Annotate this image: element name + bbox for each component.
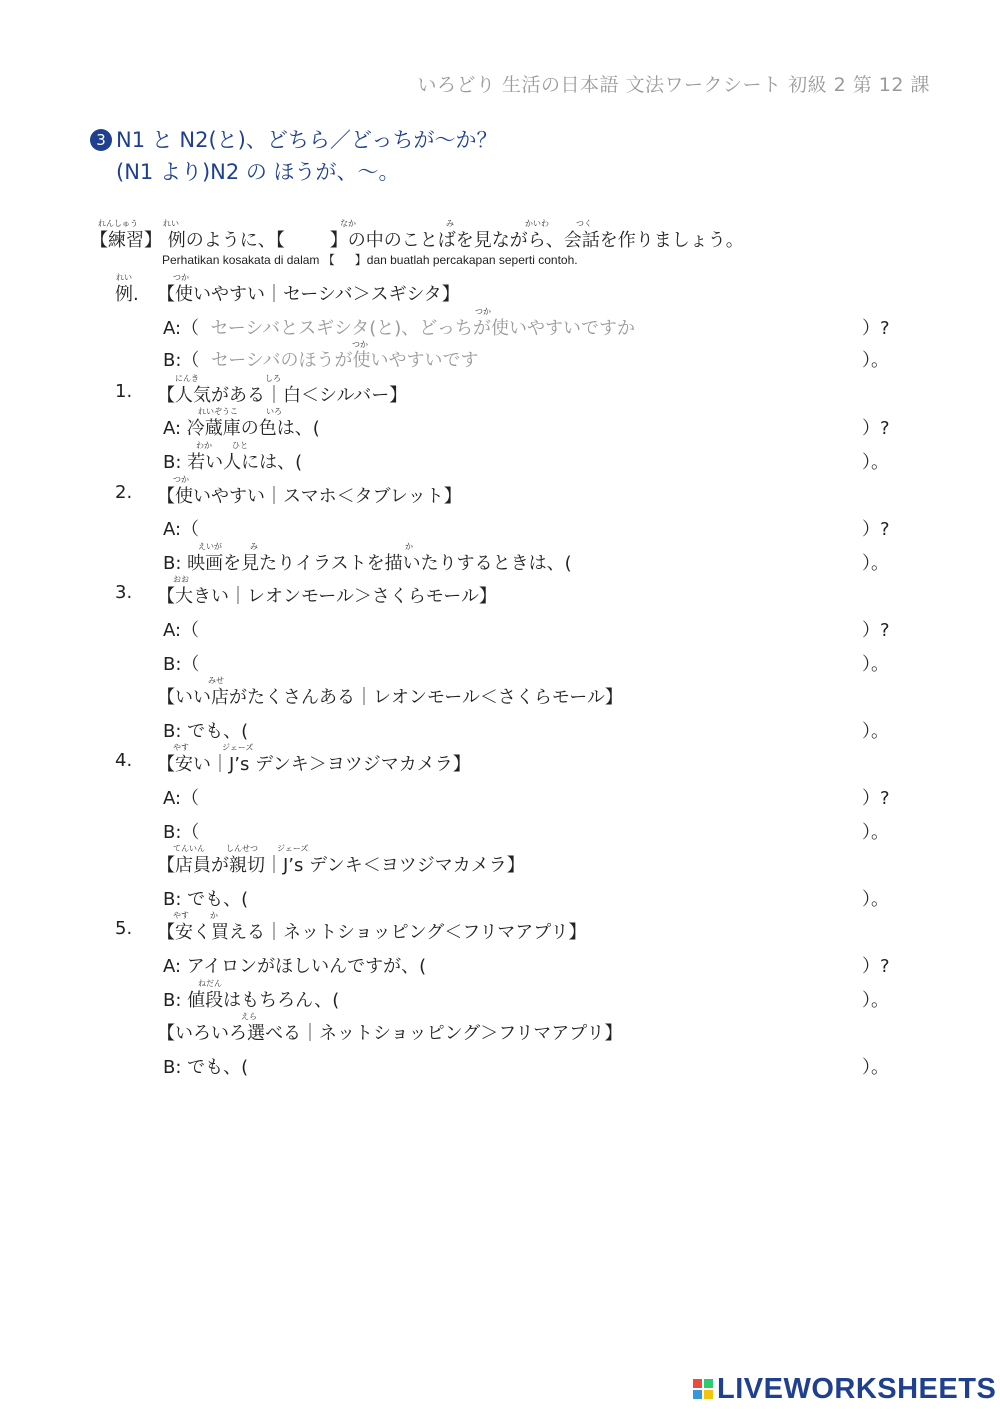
item1-ruby-ninki: にんき	[175, 374, 199, 383]
item5-number: 5.	[115, 918, 133, 939]
item2-b-ruby-ka: か	[405, 542, 413, 551]
example-b-ruby: つか	[352, 340, 368, 349]
item4-prompt2: 【店員が親切｜J’s デンキ＜ヨツジマカメラ】	[157, 855, 525, 876]
item1-a-end: ）?	[862, 418, 890, 439]
item3-a-end: ）?	[862, 620, 890, 641]
item5-b-line: B: 値段はもちろん、(	[163, 990, 340, 1011]
item4-a-end: ）?	[862, 788, 890, 809]
item3-b2-end: ）。	[862, 721, 889, 742]
section-number-badge: 3	[90, 129, 112, 151]
item5-b-ruby-nedan: ねだん	[198, 979, 222, 988]
example-a-ruby: つか	[475, 307, 491, 316]
instruction-post: 】の中のことばを見ながら、会話を作りましょう。	[329, 230, 744, 251]
item3-b-end: ）。	[862, 654, 889, 675]
item4-b2-end: ）。	[862, 889, 889, 910]
example-prompt-ruby: つか	[173, 273, 189, 282]
practice-label: 【練習】	[90, 230, 162, 251]
item3-prompt2-ruby: みせ	[208, 676, 224, 685]
item1-prompt: 【人気がある｜白＜シルバー】	[157, 385, 408, 406]
instruction-ruby-rei: れい	[163, 219, 179, 228]
item4-prompt: 【安い｜J’s デンキ＞ヨツジマカメラ】	[157, 754, 471, 775]
item1-a-line: A: 冷蔵庫の色は、(	[163, 418, 320, 439]
example-b-line: B:（ セーシバのほうが使いやすいです	[163, 350, 479, 371]
header-title: いろどり 生活の日本語 文法ワークシート 初級 2 第 12 課	[417, 74, 930, 96]
example-label-ruby: れい	[116, 273, 132, 282]
item5-prompt2: 【いろいろ選べる｜ネットショッピング＞フリマアプリ】	[157, 1023, 623, 1044]
instruction-translation: Perhatikan kosakata di dalam 【 】dan buatlah percakapan seperti contoh.	[162, 253, 578, 267]
instruction-ruby-mi: み	[446, 219, 454, 228]
section-title	[90, 124, 497, 188]
logo-grid-icon	[693, 1379, 713, 1399]
item4-a-line: A:（	[163, 788, 200, 809]
logo-text: LIVEWORKSHEETS	[717, 1372, 997, 1405]
item3-b-line: B:（	[163, 654, 200, 675]
item4-prompt2-ruby-tenin: てんいん	[173, 844, 205, 853]
item4-b-line: B:（	[163, 822, 200, 843]
liveworksheets-logo[interactable]	[693, 1372, 996, 1406]
item4-b2-line: B: でも、(	[163, 889, 249, 910]
item4-prompt2-ruby-js: ジェーズ	[277, 844, 309, 853]
item4-b-end: ）。	[862, 822, 889, 843]
item1-b-end: ）。	[862, 452, 889, 473]
item3-a-line: A:（	[163, 620, 200, 641]
item2-b-ruby-mi: み	[250, 542, 258, 551]
item1-b-ruby-waka: わか	[196, 441, 212, 450]
item2-b-end: ）。	[862, 553, 889, 574]
item5-ruby-ka: か	[210, 911, 218, 920]
example-a-end: ）?	[862, 318, 890, 339]
item2-a-line: A:（	[163, 519, 200, 540]
item5-a-end: ）?	[862, 956, 890, 977]
item5-b2-end: ）。	[862, 1057, 889, 1078]
item4-ruby-js: ジェーズ	[222, 743, 254, 752]
instruction-ruby-tsuku: つく	[576, 219, 592, 228]
item3-b2-line: B: でも、(	[163, 721, 249, 742]
instruction-ruby-naka: なか	[340, 219, 356, 228]
item5-prompt2-ruby: えら	[241, 1012, 257, 1021]
example-b-end: ）。	[862, 350, 889, 371]
item4-ruby-yasu: やす	[173, 743, 189, 752]
item4-prompt2-ruby-shinsetsu: しんせつ	[226, 844, 258, 853]
item3-prompt2: 【いい店がたくさんある｜レオンモール＜さくらモール】	[157, 687, 623, 708]
item4-number: 4.	[115, 750, 133, 771]
example-label: 例.	[115, 284, 139, 305]
item3-prompt: 【大きい｜レオンモール＞さくらモール】	[157, 586, 497, 607]
item5-b2-line: B: でも、(	[163, 1057, 249, 1078]
item3-ruby-oo: おお	[173, 575, 189, 584]
item2-b-ruby-eiga: えいが	[198, 542, 222, 551]
item2-prompt: 【使いやすい｜スマホ＜タブレット】	[157, 486, 462, 507]
item1-a-ruby-iro: いろ	[266, 407, 282, 416]
item1-b-ruby-hito: ひと	[232, 441, 248, 450]
item5-a-line: A: アイロンがほしいんですが、(	[163, 956, 427, 977]
item2-a-end: ）?	[862, 519, 890, 540]
example-prompt: 【使いやすい｜セーシバ＞スギシタ】	[157, 284, 460, 305]
item2-number: 2.	[115, 482, 133, 503]
item2-ruby-tsuka: つか	[173, 475, 189, 484]
item5-b-end: ）。	[862, 990, 889, 1011]
item5-ruby-yasu: やす	[173, 911, 189, 920]
section-title-line1: N1 と N2(と)、どちら／どっちが～か？	[116, 128, 498, 152]
practice-label-ruby: れんしゅう	[98, 219, 138, 228]
instruction-ruby-kaiwa: かいわ	[525, 219, 549, 228]
item2-b-line: B: 映画を見たりイラストを描いたりするときは、(	[163, 553, 572, 574]
section-title-line2: (N1 より)N2 の ほうが、～。	[116, 160, 400, 184]
item1-b-line: B: 若い人には、(	[163, 452, 303, 473]
item1-a-ruby-reizouko: れいぞうこ	[198, 407, 238, 416]
item1-ruby-shiro: しろ	[265, 374, 281, 383]
item3-number: 3.	[115, 582, 133, 603]
example-a-line: A:（ セーシバとスギシタ(と)、どっちが使いやすいですか	[163, 318, 635, 339]
practice-instruction	[90, 226, 744, 252]
instruction-pre: 例のように、【	[167, 230, 285, 251]
item5-prompt: 【安く買える｜ネットショッピング＜フリマアプリ】	[157, 922, 587, 943]
item1-number: 1.	[115, 381, 133, 402]
